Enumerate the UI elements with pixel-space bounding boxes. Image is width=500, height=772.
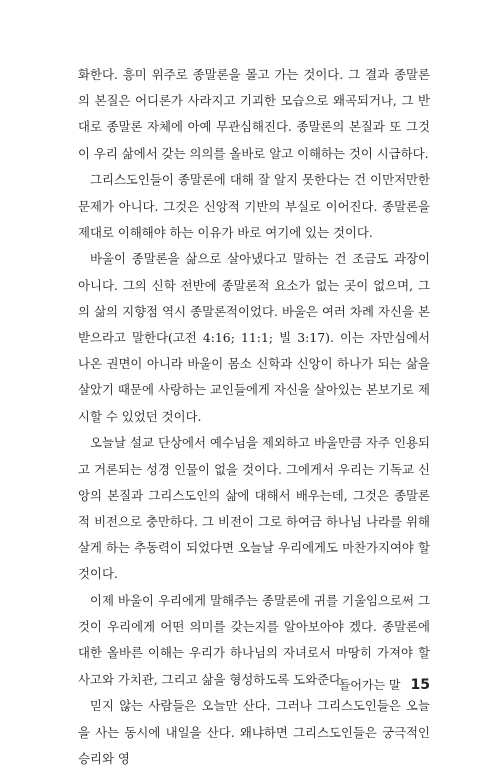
page-footer xyxy=(339,676,430,693)
paragraph-2: 그리스도인들이 종말론에 대해 잘 알지 못한다는 건 이만저만한 문제가 아니다. 그것은 신앙적 기반의 부실로 이어진다. 종말론을 제대로 이해해야 하는 이유가 바로 여기에 있는 것이다. xyxy=(78,172,430,240)
page-number: 15 xyxy=(410,677,430,693)
paragraph-6: 믿지 않는 사람들은 오늘만 산다. 그러나 그리스도인들은 오늘을 사는 동시에 내일을 산다. 왜냐하면 그리스도인들은 궁극적인 승리와 영 xyxy=(78,698,430,766)
running-title: 들어가는 말 xyxy=(338,678,401,692)
paragraph-1: 화한다. 흥미 위주로 종말론을 몰고 가는 것이다. 그 결과 종말론의 본질은 어디론가 사라지고 기괴한 모습으로 왜곡되거나, 그 반대로 종말론 자체에 아예 무관심해진다. 종말론의 본질과 또 그것이 우리 삶에서 갖는 의의를 올바로 알고 이해하는 것이 시급하다. xyxy=(78,67,430,161)
page-body-text xyxy=(78,62,430,772)
paragraph-4: 오늘날 설교 단상에서 예수님을 제외하고 바울만큼 자주 인용되고 거론되는 성경 인물이 없을 것이다. 그에게서 우리는 기독교 신앙의 본질과 그리스도인의 삶에 대해서 배우는데, 그것은 종말론적 비전으로 충만하다. 그 비전이 그로 하여금 하나님 나라를 위해 살게 하는 추동력이 되었다면 오늘날 우리에게도 마찬가지여야 할 것이다. xyxy=(78,435,430,582)
paragraph-5: 이제 바울이 우리에게 말해주는 종말론에 귀를 기울임으로써 그것이 우리에게 어떤 의미를 갖는지를 알아보아야 겠다. 종말론에 대한 올바른 이해는 우리가 하나님의 자녀로서 마땅히 가져야 할 사고와 가치관, 그리고 삶을 형성하도록 도와준다. xyxy=(78,593,430,687)
paragraph-3: 바울이 종말론을 삶으로 살아냈다고 말하는 건 조금도 과장이 아니다. 그의 신학 전반에 종말론적 요소가 없는 곳이 없으며, 그의 삶의 지향점 역시 종말론적이었다. 바울은 여러 차례 자신을 본받으라고 말한다(고전 4:16; 11:1; 빌 3:17). 이는 자만심에서 나온 권면이 아니라 바울이 몸소 신학과 신앙이 하나가 되는 삶을 살았기 때문에 사랑하는 교인들에게 자신을 살아있는 본보기로 제시할 수 있었던 것이다. xyxy=(78,251,430,424)
